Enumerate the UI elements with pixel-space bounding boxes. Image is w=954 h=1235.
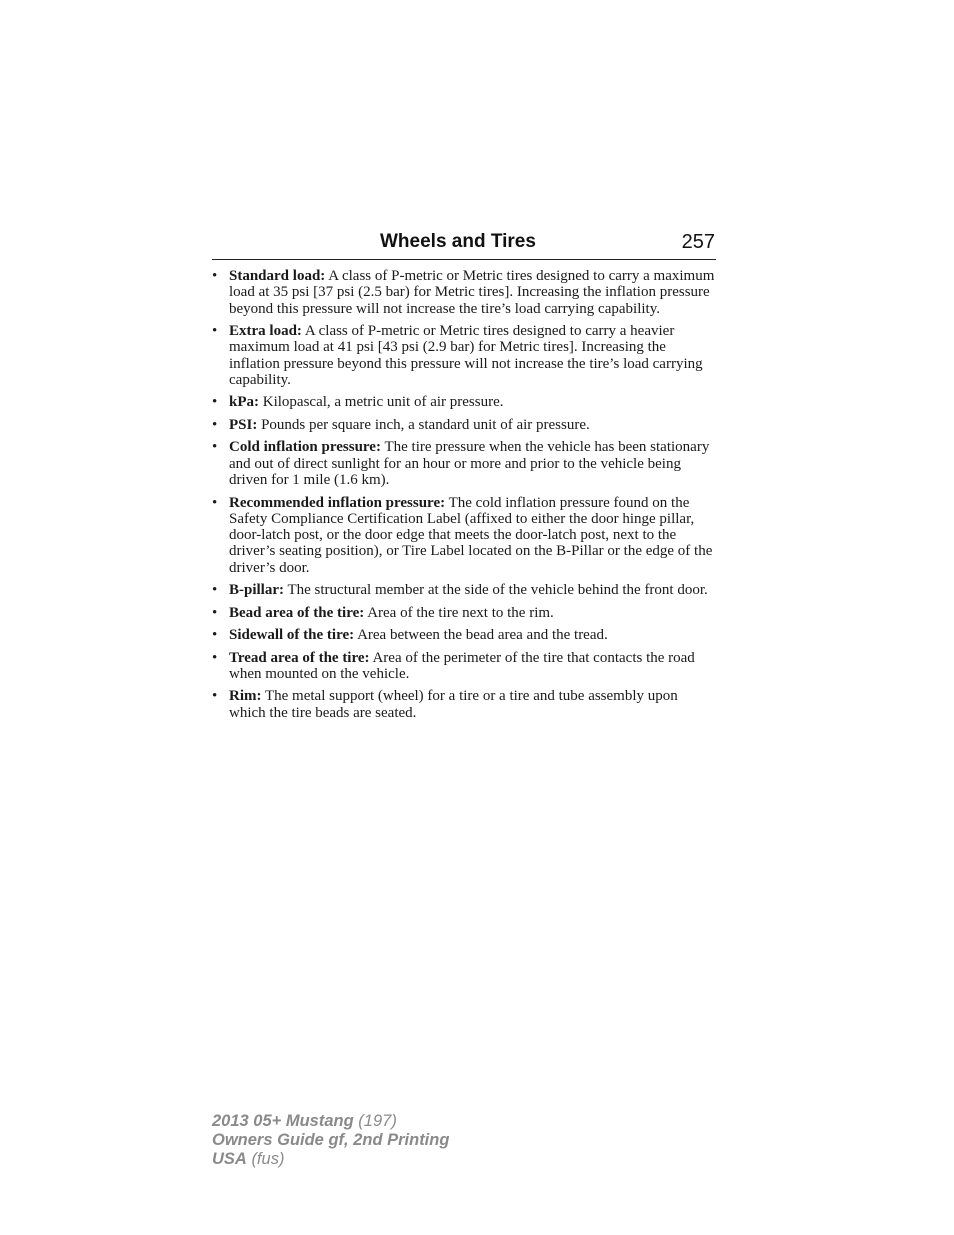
footer-guide: Owners Guide gf, 2nd Printing — [212, 1131, 450, 1149]
bullet: • — [212, 394, 218, 411]
definition-text: Pounds per square inch, a standard unit of air pressure. — [261, 416, 590, 433]
definition-term: Tread area of the tire: — [229, 649, 370, 666]
section-title: Wheels and Tires — [380, 231, 536, 252]
definition-text: Area of the tire next to the rim. — [367, 604, 554, 621]
list-item — [212, 439, 718, 488]
definition-text: The structural member at the side of the vehicle behind the front door. — [287, 582, 708, 599]
bullet: • — [212, 268, 218, 284]
bullet: • — [212, 604, 218, 621]
page-number: 257 — [681, 231, 715, 253]
definition-term: Bead area of the tire: — [229, 604, 365, 621]
definition-list — [212, 268, 718, 727]
bullet: • — [212, 688, 218, 705]
definition-term: B-pillar: — [229, 582, 284, 599]
footer-market-code: (fus) — [251, 1150, 285, 1168]
definition-text: A class of P-metric or Metric tires designed to carry a heavier maximum load at 41 psi [43 psi (2.9 bar) for Metric tires]. Increasing the inflation pressure beyond this pressure will not increase the tire’s load carrying capability. — [229, 323, 703, 388]
list-item — [212, 323, 718, 388]
print-footer — [212, 1112, 449, 1169]
bullet: • — [212, 494, 218, 511]
bullet: • — [212, 323, 218, 340]
definition-text: A class of P-metric or Metric tires designed to carry a maximum load at 35 psi [37 psi (2.5 bar) for Metric tires]. Increasing the inflation pressure beyond this pressure will not increase the tire’s load carrying capability. — [229, 268, 715, 317]
bullet: • — [212, 649, 218, 666]
list-item — [212, 627, 718, 643]
list-item — [212, 605, 718, 621]
definition-term: Extra load: — [229, 323, 302, 340]
list-item — [212, 650, 718, 683]
page-header — [212, 229, 716, 260]
footer-market: USA — [212, 1150, 247, 1168]
bullet: • — [212, 582, 218, 599]
list-item — [212, 582, 718, 598]
footer-line-2 — [212, 1131, 449, 1150]
definition-text: The tire pressure when the vehicle has been stationary and out of direct sunlight for an hour or more and prior to the vehicle being driven for 1 mile (1.6 km). — [229, 439, 710, 489]
definition-text: Area of the perimeter of the tire that contacts the road when mounted on the vehicle. — [229, 649, 695, 682]
footer-line-3 — [212, 1150, 449, 1169]
list-item — [212, 495, 718, 576]
definition-term: Rim: — [229, 688, 262, 705]
definition-term: Standard load: — [229, 268, 326, 284]
definition-term: Cold inflation pressure: — [229, 439, 381, 456]
definition-term: Recommended inflation pressure: — [229, 494, 446, 511]
definition-text: The cold inflation pressure found on the Safety Compliance Certification Label (affixed to either the door hinge pillar, door-latch post, or the door edge that meets the door-latch post, next to the driver’s seating position), or Tire Label located on the B-Pillar or the edge of the driver’s door. — [229, 494, 713, 576]
footer-model-code: (197) — [358, 1112, 397, 1130]
list-item — [212, 688, 718, 721]
bullet: • — [212, 416, 218, 433]
bullet: • — [212, 439, 218, 456]
definition-term: PSI: — [229, 416, 258, 433]
definition-term: kPa: — [229, 394, 259, 411]
definition-text: The metal support (wheel) for a tire or a tire and tube assembly upon which the tire beads are seated. — [229, 688, 678, 721]
list-item — [212, 268, 718, 317]
list-item — [212, 394, 718, 410]
definition-term: Sidewall of the tire: — [229, 627, 355, 644]
list-item — [212, 417, 718, 433]
definition-text: Kilopascal, a metric unit of air pressure. — [262, 394, 504, 411]
footer-line-1 — [212, 1112, 449, 1131]
definition-text: Area between the bead area and the tread. — [357, 627, 608, 644]
footer-model: 2013 05+ Mustang — [212, 1112, 354, 1130]
bullet: • — [212, 627, 218, 644]
